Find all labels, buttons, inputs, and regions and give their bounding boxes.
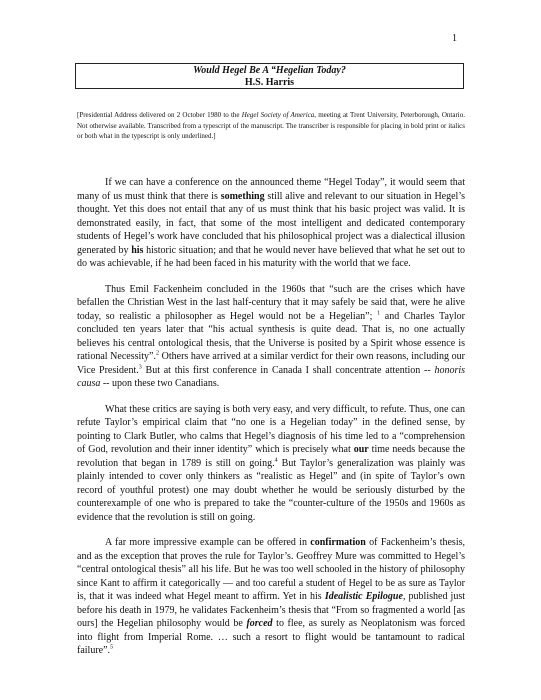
p2-text-b: and Charles Taylor concluded ten years later that “his actual synthesis is quite dead. That is, no one actually believes his central ontological thesis, that the Universe is posited by a Spirit whose essence is rational Necessity”.	[77, 310, 465, 362]
p2-text-f: -- upon these two Canadians.	[100, 378, 220, 389]
p3-bold-our: our	[353, 444, 369, 455]
p4-forced-word: forced	[246, 618, 273, 629]
p2-text-c: Others have arrived at a similar verdict for their own reasons, including our Vice President.	[77, 351, 465, 376]
footnote-ref-4: 4	[274, 457, 278, 464]
paragraph-4	[77, 536, 465, 658]
p1-bold-his: his	[131, 244, 144, 256]
footnote-ref-3: 3	[138, 364, 142, 371]
p3-text-a: What these critics are saying is both very easy, and very difficult, to refute. Thus, one can refute Taylor’s empirical claim that “no one is a Hegelian today” in the defined sense, by pointing to Clark Butler, who calms that Hegel’s diagnosis of his time led to a “comprehension of God, revolution and their inner identity” which is precisely what	[77, 403, 465, 455]
p4-bold-italic-forced	[246, 618, 272, 629]
p3-text-c: time needs because the revolution that began in 1789 is still on going.	[77, 444, 465, 469]
p4-bold-confirmation: confirmation	[310, 537, 366, 548]
p4-text-e: , published just before his death in 1979, he validates Fackenheim’s thesis that “From so fragmented a world [as ours] the Hegelian philosophy would be	[77, 591, 466, 629]
p4-text-a: A far more impressive example can be offered in	[105, 537, 311, 548]
p2-text-a: Thus Emil Fackenheim concluded in the 1960s that “such are the crises which have befallen the Christian West in the last half-century that it may safely be said that, were he alive today, so realistic a philosopher as Hegel would not be a Hegelian”;	[77, 283, 465, 322]
note-text-2: , meeting at Trent University, Peterborough, Ontario. Not otherwise available. Transcribed from a typescript of the manuscript. The transcriber is responsible for placing in bold print or italics or both what in the typescript is only underlined.]	[77, 111, 465, 140]
p2-text-d: But at this first conference in Canada I shall concentrate attention --	[141, 364, 435, 376]
note-society-name: Hegel Society of America	[241, 111, 315, 119]
p3-text-d: But Taylor’s generalization was plainly was plainly intended to cover only thinkers as “realistic as Hegel” and (in spite of Taylor’s own record of youthful protest) one may doubt whether he would be seriously disturbed by the counterexample of one who is prepared to take the “counter-culture of the 1950s and 1960s as evidence that the revolution is still on going.	[77, 457, 465, 523]
paragraph-2	[77, 283, 465, 391]
p2-italic-honoris-causa: honoris causa	[77, 364, 465, 389]
page-number: 1	[452, 33, 457, 44]
transcription-note	[77, 110, 465, 142]
p4-book-title: Idealistic Epilogue	[324, 591, 403, 602]
paragraph-1	[77, 176, 465, 271]
footnote-ref-5: 5	[110, 644, 114, 651]
p4-text-c: of Fackenheim’s thesis, and as the exception that proves the rule for Taylor’s. Geoffrey Mure was committed to Hegel’s “central ontological thesis” all his life. But he was too well schooled in the history of philosophy since Kant to affirm it categorically — and too careful a student of Hegel to be as sure as Taylor is, that it was indeed what Hegel meant to affirm. Yet in his	[77, 537, 465, 602]
p4-bold-italic-idealistic-epilogue	[325, 591, 403, 602]
body-text	[77, 176, 465, 658]
p1-text-e: historic situation; and that he would never have believed that what he set out to do was achievable, if he had been faced in his maturity with the world that we face.	[77, 244, 465, 269]
footnote-ref-2: 2	[156, 350, 159, 357]
p4-text-g: to flee, as surely as Neoplatonism was forced into flight from Imperial Rome. … such a resort to flight would be tantamount to radical failure”.	[77, 618, 466, 656]
title-box	[75, 63, 464, 89]
paper-title: Would Hegel Be A “Hegelian Today?	[193, 65, 346, 76]
paper-author: H.S. Harris	[244, 77, 295, 88]
footnote-ref-1: 1	[377, 310, 381, 317]
paragraph-3	[77, 403, 465, 525]
p1-bold-something: something	[220, 190, 265, 202]
p1-text-a: If we can have a conference on the announced theme “Hegel Today”, it would seem that many of us must think that there is	[77, 177, 465, 202]
note-text-1: [Presidential Address delivered on 2 October 1980 to the	[77, 111, 242, 119]
p1-text-c: still alive and relevant to our situation in Hegel’s thought. Yet this does not entail that any of us must think that his basic project was valid. It is demonstrated easily, in fact, that some of the most intelligent and dedicated contemporary students of Hegel’s work have concluded that his philosophical project was a dialectical illusion generated by	[77, 190, 465, 256]
